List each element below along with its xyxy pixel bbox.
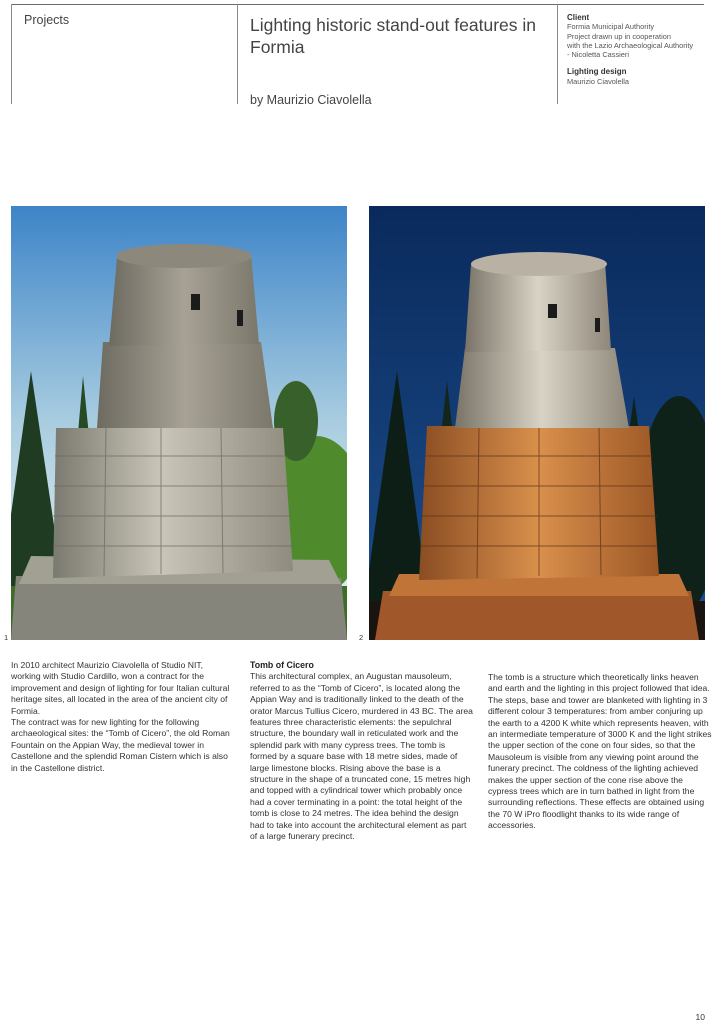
client-line: - Nicoletta Cassieri [567,50,630,60]
credits-box [567,13,707,86]
body-column-3 [488,672,712,832]
lighting-design-label: Lighting design [567,67,627,77]
photo-tomb-night [369,206,705,640]
client-line: Project drawn up in cooperation [567,31,671,41]
article-byline: by Maurizio Ciavolella [250,93,372,107]
lighting-designer-name: Maurizio Ciavolella [567,76,630,86]
client-label: Client [567,13,590,22]
paragraph: The contract was for new lighting for the following archaeological sites: the “Tomb of Cicero”, the old Roman Fountain on the Appian Way, the medieval tower in Castellone and the splendid Roman Cistern which is also in the Castellone district. [11,717,230,773]
paragraph: The tomb is a structure which theoretically links heaven and earth and the lighting in this project followed that idea. The steps, base and tower are blanketed with lighting in 3 different colour 3 temperatures: from amber conjuring up the earth to a 4200 K white which represents heaven, with an intermediate temperature of 3000 K and the light strikes the upper section of the cone on four sides, so that the Mausoleum is visible from any viewing point around the funerary precinct. The coldness of the lighting achieved makes the upper section of the cone rise above the cypress trees which are in turn bathed in light from the surrounding reflections. These effects are obtained using the 70 W iPro floodlight thanks to its wide range of accessories. [488,672,712,831]
figure-number-2: 2 [359,633,364,642]
section-heading: Tomb of Cicero [250,660,314,670]
header-top-rule [11,4,704,5]
photo-tomb-day [11,206,347,640]
header-divider-3 [557,4,558,104]
client-line: with the Lazio Archaeological Authority [567,40,694,50]
body-column-2 [250,660,474,843]
paragraph: In 2010 architect Maurizio Ciavolella of Studio NIT, working with Studio Cardillo, won a contract for the improvement and design of lighting for four Italian cultural heritage sites, all located in the area of the ancient city of Formia. [11,660,230,716]
page-number: 10 [695,1012,705,1022]
client-line: Formia Municipal Authority [567,22,655,32]
paragraph: This architectural complex, an Augustan mausoleum, referred to as the “Tomb of Cicero”, is located along the Appian Way and is traditionally linked to the death of the orator Marcus Tullius Cicero, murdered in 43 BC. The area features three characteristic elements: the sepulchral structure, the boundary wall in reticulated work and the splendid park with many cypress trees. The tomb is formed by a square base with 18 metre sides, made of large limestone blocks. Rising above the base is a structure in the shape of a truncated cone, 15 metres high and topped with a cylindrical tower which probably once had a cover terminating in a point: the total height of the tomb is close to 24 metres. The idea behind the design had to take into account the architectural element as part of a large funerary precinct. [250,671,473,842]
body-column-1 [11,660,235,774]
figure-number-1: 1 [4,633,9,642]
section-label: Projects [24,13,70,27]
article-title: Lighting historic stand-out features in Formia [250,15,536,57]
header-divider-1 [11,4,12,104]
header-divider-2 [237,4,238,104]
